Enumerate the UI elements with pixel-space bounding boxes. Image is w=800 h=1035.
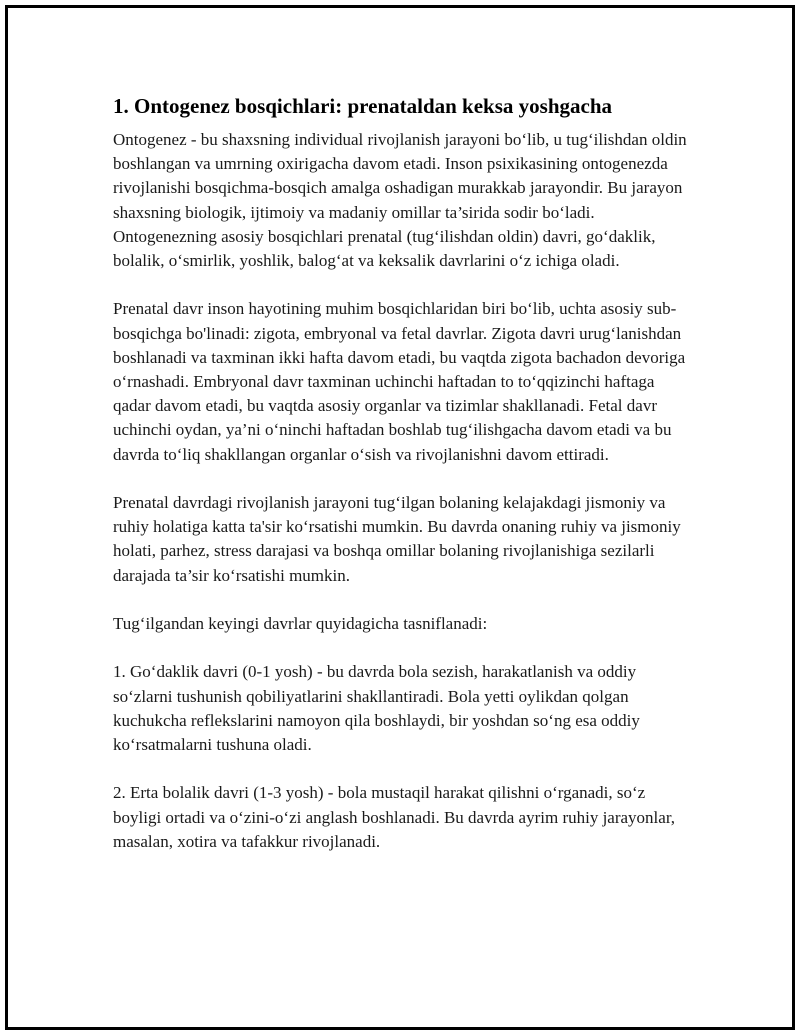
document-body bbox=[113, 92, 693, 878]
paragraph-prenatal-influence: Prenatal davrdagi rivojlanish jarayoni tug‘ilgan bolaning kelajakdagi jismoniy va ruhiy holatiga katta ta'sir ko‘rsatishi mumkin. Bu davrda onaning ruhiy va jismoniy holati, parhez, stress darajasi va boshqa omillar bolaning rivojlanishiga sezilarli darajada ta’sir ko‘rsatishi mumkin. bbox=[113, 493, 681, 585]
paragraph-ontogenez-intro: Ontogenez - bu shaxsning individual rivojlanish jarayoni bo‘lib, u tug‘ilishdan oldin boshlangan va umrning oxirigacha davom etadi. Inson psixikasining ontogenezda rivojlanishi bosqichma-bosqich amalga oshadigan murakkab jarayondir. Bu jarayon shaxsning biologik, ijtimoiy va madaniy omillar ta’sirida sodir bo‘ladi. Ontogenezning asosiy bosqichlari prenatal (tug‘ilishdan oldin) davri, go‘daklik, bolalik, o‘smirlik, yoshlik, balog‘at va keksalik davrlarini o‘z ichiga oladi. bbox=[113, 130, 687, 271]
paragraph-postnatal-intro: Tug‘ilgandan keyingi davrlar quyidagicha tasniflanadi: bbox=[113, 614, 488, 634]
paragraph-early-childhood: 2. Erta bolalik davri (1-3 yosh) - bola mustaqil harakat qilishni o‘rganadi, so‘z boyligi ortadi va o‘zini-o‘zi anglash boshlanadi. Bu davrda ayrim ruhiy jarayonlar, masalan, xotira va tafakkur rivojlanadi. bbox=[113, 783, 676, 851]
paragraph-prenatal-period: Prenatal davr inson hayotining muhim bosqichlaridan biri bo‘lib, uchta asosiy sub-bosqichga bo'linadi: zigota, embryonal va fetal davrlar. Zigota davri urug‘lanishdan boshlanadi va taxminan ikki hafta davom etadi, bu vaqtda zigota bachadon devoriga o‘rnashadi. Embryonal davr taxminan uchinchi haftadan to to‘qqizinchi haftaga qadar davom etadi, bu vaqtda asosiy organlar va tizimlar shakllanadi. Fetal davr uchinchi oydan, ya’ni o‘ninchi haftadan boshlab tug‘ilishgacha davom etadi va bu davrda to‘liq shakllangan organlar o‘sish va rivojlanishni davom ettiradi. bbox=[113, 299, 686, 464]
paragraph-infancy: 1. Go‘daklik davri (0-1 yosh) - bu davrda bola sezish, harakatlanish va oddiy so‘zlarni tushunish qobiliyatlarini shakllantiradi. Bola yetti oylikdan qolgan kuchukcha reflekslarini namoyon qila boshlaydi, bir yoshdan so‘ng esa oddiy ko‘rsatmalarni tushuna oladi. bbox=[113, 662, 640, 755]
document-heading: 1. Ontogenez bosqichlari: prenataldan keksa yoshgacha bbox=[113, 94, 613, 118]
